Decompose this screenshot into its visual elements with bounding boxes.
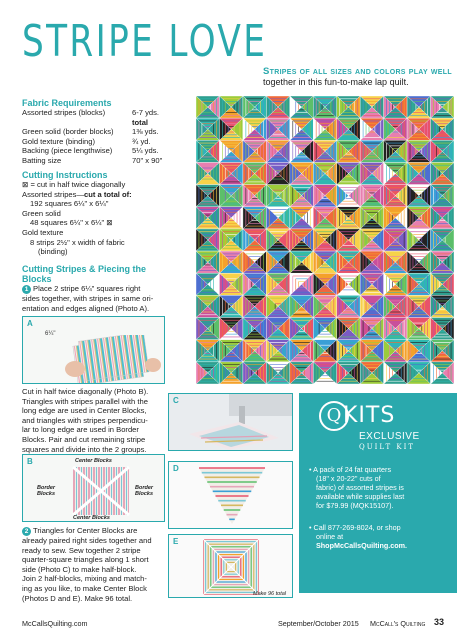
footer-website: McCallsQuilting.com — [22, 619, 88, 628]
req-name: Backing (piece lengthwise) — [22, 146, 113, 156]
photo-a-measure: 6¼" — [45, 331, 56, 337]
cutting-line: 48 squares 6¼" x 6¼" ⊠ — [30, 218, 113, 228]
req-row — [22, 156, 182, 166]
req-qty: 5¼ yds. — [132, 146, 159, 156]
page-title: STRIPE LOVE — [22, 16, 268, 67]
label-border-right: Border Blocks — [135, 485, 154, 497]
kit-bullet-2: • Call 877-269-8024, or shop online at ShopMcCallsQuilting.com. — [309, 523, 451, 550]
cutting-instructions-heading: Cutting Instructions — [22, 170, 108, 180]
para-line: Triangles with stripes parallel with the — [22, 396, 148, 406]
req-row — [22, 127, 182, 137]
kit-logo-kits: KITS — [343, 403, 396, 428]
cutting-line: 8 strips 2½" x width of fabric — [30, 237, 125, 247]
req-name: Green solid (border blocks) — [22, 127, 114, 137]
step-2 — [22, 526, 182, 603]
step2-line: already paired right sides together and — [22, 536, 152, 545]
req-qty: 70" x 90" — [132, 155, 163, 165]
para-line: lar to long edge are used in Border — [22, 425, 139, 435]
step1-line: entation and edges aligned (Photo A). — [22, 303, 150, 313]
photo-e — [168, 534, 293, 598]
cutting-instructions — [22, 170, 182, 257]
cutting-stripes-heading-2: Blocks — [22, 274, 52, 284]
req-name: Batting size — [22, 155, 62, 165]
req-row — [22, 146, 182, 156]
photo-c — [168, 393, 293, 451]
striped-squares-image — [61, 335, 161, 383]
req-row — [22, 108, 182, 118]
para-line: and triangles with stripes perpendicu- — [22, 415, 148, 425]
cutting-line: (binding) — [38, 247, 68, 257]
para-line: Cut in half twice diagonally (Photo B). — [22, 387, 149, 396]
kit-bullet-1: • A pack of 24 fat quarters (18" x 20-22" cuts of fabric) of assorted stripes is available while supplies last for $79.99 (MQK15107). — [309, 465, 405, 510]
photo-a-label: A — [27, 319, 33, 328]
kit-quilt-kit: QUILT KIT — [359, 443, 416, 451]
photo-b — [22, 454, 165, 522]
fabric-requirements — [22, 98, 182, 166]
center-block-image — [203, 539, 259, 595]
tagline: Stripes of all sizes and colors play well — [263, 66, 452, 77]
step2-line: quarter-square triangles along 1 short — [22, 555, 149, 565]
quilt-photo — [196, 96, 454, 384]
req-name: Assorted stripes (blocks) — [22, 108, 106, 117]
para-line: Blocks. Pair and cut remaining stripe — [22, 434, 146, 444]
step2-line: (Photos D and E). Make 96 total. — [22, 593, 133, 603]
req-name: Gold texture (binding) — [22, 136, 96, 146]
kit-box — [299, 393, 457, 593]
footer-magazine: McCall's Quilting — [370, 619, 426, 628]
req-qty: 1⅜ yds. — [132, 127, 159, 137]
cutting-line: Assorted stripes—cut a total of: — [22, 189, 132, 199]
label-center-top: Center Blocks — [75, 458, 112, 464]
photo-d — [168, 461, 293, 529]
paragraph-2 — [22, 387, 182, 454]
photo-e-label: E — [173, 537, 179, 546]
step2-line: 2 Triangles for Center Blocks are — [22, 526, 182, 536]
req-row — [22, 118, 182, 128]
sewing-machine-image — [169, 394, 293, 451]
cutting-stripes-heading: Cutting Stripes & Piecing the — [22, 264, 147, 274]
step2-line: side (Photo C) to make half-block. — [22, 564, 137, 574]
step2-line: Join 2 half-blocks, mixing and match- — [22, 574, 147, 584]
label-center-bottom: Center Blocks — [73, 515, 110, 521]
cutting-line: Gold texture — [22, 227, 64, 237]
req-row — [22, 137, 182, 147]
req-qty: 6-7 yds. — [132, 108, 160, 117]
req-name — [22, 118, 132, 128]
photo-b-label: B — [27, 457, 33, 466]
cutting-stripes-section — [22, 264, 182, 313]
cutting-line: 192 squares 6¼" x 6¼" — [30, 199, 109, 209]
step1-line: sides together, with stripes in same ori- — [22, 294, 154, 303]
para-line: long edge are used in Center Blocks, — [22, 406, 147, 416]
subtitle: together in this fun-to-make lap quilt. — [263, 77, 409, 87]
page-number: 33 — [434, 617, 445, 627]
label-border-left: Border Blocks — [37, 485, 56, 497]
cutting-line: Green solid — [22, 208, 61, 218]
req-qty: ¾ yd. — [132, 136, 151, 146]
step1-number: 1 — [22, 285, 31, 294]
footer-issue: September/October 2015 — [278, 619, 359, 628]
step2-line: ing as you like, to make Center Block — [22, 583, 147, 593]
step1-line: 1 Place 2 stripe 6¼" squares right — [22, 284, 182, 294]
req-qty: total — [132, 117, 149, 127]
step2-line: ready to sew. Sew together 2 stripe — [22, 545, 141, 555]
fabric-requirements-heading: Fabric Requirements — [22, 98, 112, 108]
step2-number: 2 — [22, 527, 31, 536]
shop-link[interactable]: ShopMcCallsQuilting.com. — [316, 541, 408, 550]
kit-logo-q: Q — [319, 401, 349, 431]
para-line: squares and divide into the 2 groups. — [22, 444, 147, 454]
photo-a — [22, 316, 165, 384]
kit-exclusive: EXCLUSIVE — [359, 431, 420, 442]
photo-c-label: C — [173, 396, 179, 405]
cutting-line: ⊠ = cut in half twice diagonally — [22, 180, 126, 189]
photo-e-caption: Make 96 total — [253, 591, 287, 597]
photo-d-label: D — [173, 464, 179, 473]
half-block-image — [197, 466, 267, 526]
